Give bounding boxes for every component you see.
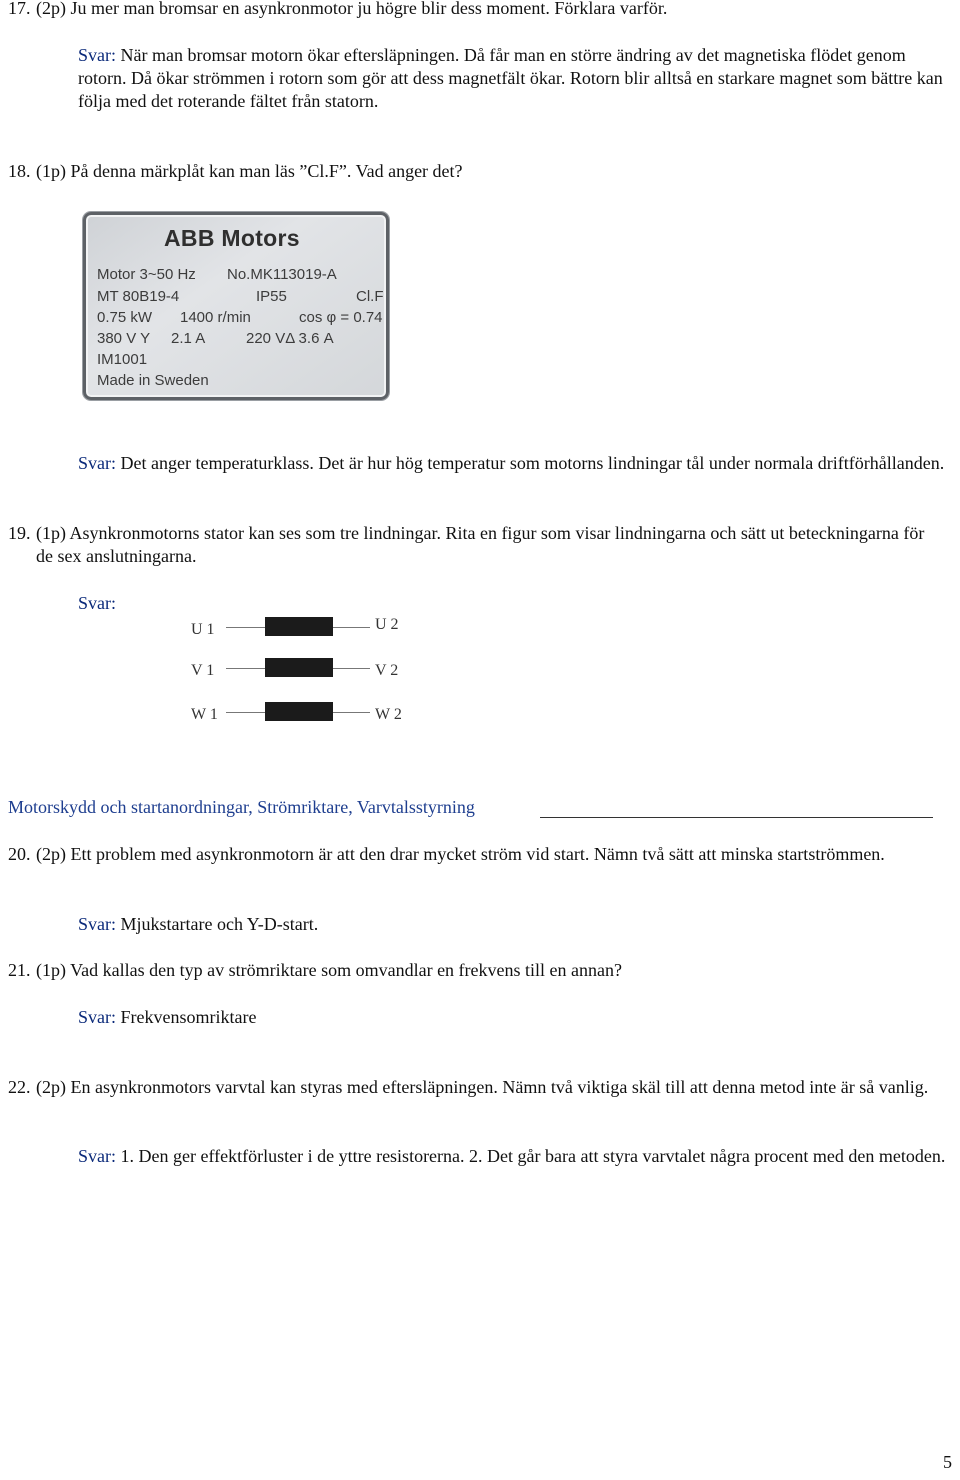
nameplate-made: Made in Sweden bbox=[97, 372, 209, 389]
winding-u2-label: U 2 bbox=[375, 616, 399, 633]
answer-text: 1. Den ger effektförluster i de yttre resistorerna. 2. Det går bara att styra varvtalet några procent med den metoden. bbox=[120, 1146, 946, 1166]
question-17 bbox=[8, 0, 956, 20]
answer-17 bbox=[78, 44, 948, 113]
svar-label: Svar: bbox=[78, 1146, 116, 1166]
nameplate-no: No.MK113019-A bbox=[227, 266, 337, 283]
winding-v-coil bbox=[265, 658, 333, 677]
answer-text: Frekvensomriktare bbox=[120, 1007, 257, 1027]
winding-w2-label: W 2 bbox=[375, 706, 402, 723]
answer-text: Mjukstartare och Y-D-start. bbox=[120, 914, 319, 934]
winding-w1-lead bbox=[226, 712, 265, 713]
svar-label: Svar: bbox=[78, 1007, 116, 1027]
winding-w1-label: W 1 bbox=[191, 706, 218, 723]
abb-nameplate-image bbox=[83, 212, 389, 400]
svar-label: Svar: bbox=[78, 45, 116, 65]
winding-v2-lead bbox=[333, 668, 370, 669]
svar-label: Svar: bbox=[78, 914, 116, 934]
question-number: 17. bbox=[8, 0, 31, 18]
question-text: (2p) Ett problem med asynkronmotorn är att den drar mycket ström vid start. Nämn två sätt att minska startströmmen. bbox=[36, 844, 885, 864]
question-text: (2p) Ju mer man bromsar en asynkronmotor ju högre blir dess moment. Förklara varför. bbox=[36, 0, 668, 18]
nameplate-im: IM1001 bbox=[97, 351, 148, 368]
answer-22 bbox=[78, 1145, 948, 1168]
question-text: (2p) En asynkronmotors varvtal kan styras med eftersläpningen. Nämn två viktiga skäl till att denna metod inte är så vanlig. bbox=[36, 1077, 929, 1097]
nameplate-cl: Cl.F bbox=[356, 288, 384, 305]
question-number: 18. bbox=[8, 161, 31, 181]
winding-u2-lead bbox=[333, 627, 370, 628]
nameplate-rpm: 1400 r/min bbox=[180, 309, 251, 326]
answer-20 bbox=[78, 913, 948, 936]
nameplate-v2: 220 VΔ 3.6 A bbox=[246, 330, 334, 347]
nameplate-ip: IP55 bbox=[256, 288, 287, 305]
question-21 bbox=[8, 959, 956, 982]
question-22 bbox=[8, 1076, 956, 1099]
question-text: (1p) Vad kallas den typ av strömriktare som omvandlar en frekvens till en annan? bbox=[36, 960, 622, 980]
question-18 bbox=[8, 160, 956, 183]
winding-w2-lead bbox=[333, 712, 370, 713]
winding-v1-label: V 1 bbox=[191, 662, 215, 679]
question-text: (1p) På denna märkplåt kan man läs ”Cl.F”. Vad anger det? bbox=[36, 161, 463, 181]
winding-v2-label: V 2 bbox=[375, 662, 399, 679]
winding-u1-label: U 1 bbox=[191, 621, 215, 638]
nameplate-cos: cos φ = 0.74 bbox=[299, 309, 383, 326]
winding-w-coil bbox=[265, 702, 333, 721]
nameplate-motor: Motor 3~50 Hz bbox=[97, 266, 196, 283]
winding-u-coil bbox=[265, 617, 333, 636]
answer-text: När man bromsar motorn ökar eftersläpningen. Då får man en större ändring av det magnetiska flödet genom rotorn. Då ökar strömmen i rotorn som gör att dess magnetfält ökar. Rotorn blir alltså en starkare magnet som bättre kan följa med det roterande fältet från statorn. bbox=[78, 45, 943, 111]
question-number: 19. bbox=[8, 523, 31, 543]
answer-text: Det anger temperaturklass. Det är hur hög temperatur som motorns lindningar tål under normala driftförhållanden. bbox=[120, 453, 945, 473]
nameplate-kw: 0.75 kW bbox=[97, 309, 153, 326]
answer-21 bbox=[78, 1006, 948, 1029]
nameplate-mt: MT 80B19-4 bbox=[97, 288, 180, 305]
nameplate-brand: ABB Motors bbox=[164, 225, 300, 251]
section-rule bbox=[540, 817, 933, 818]
question-number: 20. bbox=[8, 844, 31, 864]
nameplate-a1: 2.1 A bbox=[171, 330, 206, 347]
question-20 bbox=[8, 843, 956, 866]
question-text: (1p) Asynkronmotorns stator kan ses som tre lindningar. Rita en figur som visar lindningarna och sätt ut beteckningarna för de sex anslutningarna. bbox=[36, 523, 925, 566]
question-19 bbox=[8, 522, 956, 568]
windings-figure bbox=[160, 600, 460, 740]
svar-label: Svar: bbox=[78, 453, 116, 473]
svar-label: Svar: bbox=[78, 593, 116, 613]
winding-v1-lead bbox=[226, 668, 265, 669]
section-heading: Motorskydd och startanordningar, Strömriktare, Varvtalsstyrning bbox=[8, 797, 475, 817]
answer-18 bbox=[78, 452, 948, 475]
question-number: 22. bbox=[8, 1077, 31, 1097]
winding-u1-lead bbox=[226, 627, 265, 628]
nameplate-v1: 380 V Y bbox=[97, 330, 151, 347]
page-number: 5 bbox=[943, 1452, 952, 1472]
question-number: 21. bbox=[8, 960, 31, 980]
